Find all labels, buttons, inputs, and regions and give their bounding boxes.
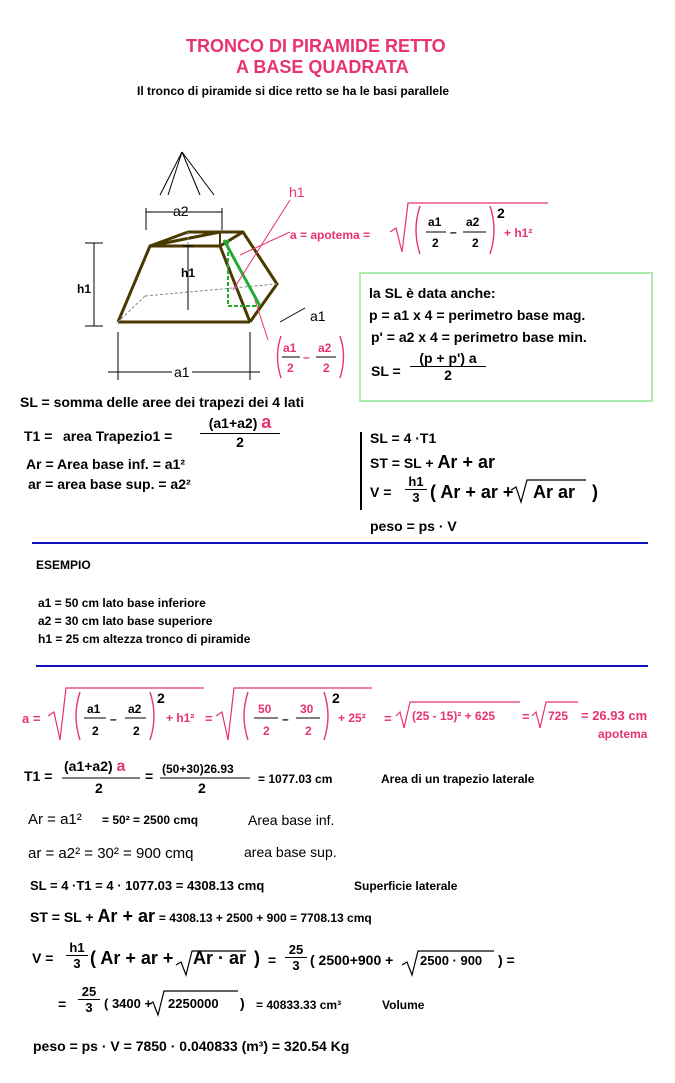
calc-v-den2: 3 bbox=[292, 958, 300, 973]
calc-t1-left: T1 = bbox=[24, 768, 53, 784]
calc-eq2: = bbox=[384, 711, 392, 726]
green-box-sl-left: SL = bbox=[371, 363, 401, 379]
calc-v-paren2: ( 2500+900 + bbox=[310, 952, 394, 968]
calc-sl-note: Superficie laterale bbox=[354, 879, 458, 893]
t1-den: 2 bbox=[236, 434, 244, 450]
label-a1-right: a1 bbox=[310, 308, 326, 324]
esempio-line1: a1 = 50 cm lato base inferiore bbox=[38, 596, 206, 610]
calc-t1-num: (a1+a2) a bbox=[64, 758, 126, 775]
calc-n50: 50 bbox=[258, 702, 272, 716]
calc-sl: SL = 4 ·T1 = 4 · 1077.03 = 4308.13 cmq bbox=[30, 878, 265, 893]
calc-v2-root: 2250000 bbox=[168, 996, 219, 1011]
calc-frac-2d: 2 bbox=[305, 724, 312, 738]
diag-frac-a1: a1 bbox=[283, 341, 297, 355]
calc-t1-den: 2 bbox=[95, 780, 103, 796]
calc-root4: 725 bbox=[548, 709, 569, 723]
esempio-line2: a2 = 30 cm lato base superiore bbox=[38, 614, 213, 628]
t1-num: (a1+a2) bbox=[208, 415, 258, 431]
apotema-frac-a1: a1 bbox=[428, 215, 442, 229]
label-a1-bottom: a1 bbox=[174, 364, 190, 380]
label-a2: a2 bbox=[173, 203, 189, 219]
calc-v2-close: ) bbox=[240, 995, 245, 1011]
calc-t1-num2: (50+30)26.93 bbox=[162, 762, 234, 776]
t1-frac bbox=[200, 412, 280, 450]
calc-v2-frac bbox=[78, 984, 100, 1015]
calc-v-num2: 25 bbox=[285, 942, 307, 958]
calc-ar-note: Area base inf. bbox=[248, 812, 335, 828]
calc-eq1: = bbox=[205, 711, 213, 726]
apotema-frac-2b: 2 bbox=[472, 236, 479, 250]
diag-frac-2a: 2 bbox=[287, 361, 294, 375]
ar-small-formula: ar = area base sup. = a2² bbox=[28, 476, 191, 492]
calc-ar2: ar = a2² = 30² = 900 cmq bbox=[28, 845, 194, 862]
page-title-line2: A BASE QUADRATA bbox=[236, 57, 409, 77]
calc-v2-num: 25 bbox=[78, 984, 100, 1000]
v-close: ) bbox=[592, 482, 598, 502]
calc-frac-a2: a2 bbox=[128, 702, 142, 716]
calc-t1-eq: = bbox=[145, 768, 154, 784]
calc-v2-paren: ( 3400 + bbox=[104, 996, 153, 1011]
diag-frac-a2: a2 bbox=[318, 341, 332, 355]
v-frac bbox=[405, 474, 427, 505]
calc-plus-h1sq: + h1² bbox=[166, 711, 195, 725]
v-equation-left: V = bbox=[370, 484, 392, 500]
v-paren: ( Ar + ar + bbox=[430, 482, 514, 502]
calc-st: ST = SL + Ar + ar = 4308.13 + 2500 + 900 = 7708.13 cmq bbox=[30, 906, 372, 926]
calc-plus25: + 25² bbox=[338, 711, 366, 725]
calc-st-c: = 4308.13 + 2500 + 900 = 7708.13 cmq bbox=[158, 911, 372, 925]
calc-v-eq: = bbox=[268, 952, 277, 968]
label-h1-left: h1 bbox=[77, 282, 92, 296]
v-root: Ar ar bbox=[533, 482, 576, 502]
calc-sq2: 2 bbox=[332, 690, 340, 706]
peso-formula: peso = ps · V bbox=[370, 518, 457, 534]
calc-root3: (25 - 15)² + 625 bbox=[412, 709, 496, 723]
calc-t1-note: Area di un trapezio laterale bbox=[381, 772, 535, 786]
diag-frac-2b: 2 bbox=[323, 361, 330, 375]
calc-ar-a: Ar = a1² bbox=[28, 811, 82, 828]
calc-frac-a1: a1 bbox=[87, 702, 101, 716]
calc-v-den: 3 bbox=[73, 956, 81, 971]
label-h1-pink: h1 bbox=[289, 184, 305, 200]
page-title: TRONCO DI PIRAMIDE RETTO bbox=[186, 36, 446, 56]
calc-apotema: apotema bbox=[598, 727, 648, 741]
calc-frac-2c: 2 bbox=[263, 724, 270, 738]
calc-ar2-note: area base sup. bbox=[244, 844, 337, 860]
page-subtitle: Il tronco di piramide si dice retto se ha le basi parallele bbox=[137, 84, 450, 98]
green-box-sl-frac bbox=[410, 350, 486, 383]
calc-v-close2: ) = bbox=[498, 952, 515, 968]
calc-v2-eq: = bbox=[58, 996, 67, 1012]
calc-v-num: h1 bbox=[66, 940, 88, 956]
calc-t1-den2: 2 bbox=[198, 780, 206, 796]
green-box-sl-den: 2 bbox=[444, 367, 452, 383]
calc-result: = 26.93 cm bbox=[581, 708, 648, 723]
calc-t1-num-a: a bbox=[116, 758, 126, 775]
calc-frac-2b: 2 bbox=[133, 724, 140, 738]
calc-v-root: Ar · ar bbox=[193, 948, 247, 968]
t1-label: T1 = bbox=[24, 428, 53, 444]
label-h1-inner: h1 bbox=[181, 266, 196, 280]
calc-minus1: – bbox=[110, 712, 117, 726]
esempio-heading: ESEMPIO bbox=[36, 558, 91, 572]
calc-v2-den: 3 bbox=[85, 1000, 93, 1015]
t1-text: area Trapezio1 = bbox=[63, 428, 173, 444]
st-equation-a: ST = SL + Ar + ar bbox=[370, 452, 495, 472]
calc-st-b: Ar + ar bbox=[97, 906, 155, 926]
v-num: h1 bbox=[405, 474, 427, 490]
calc-v-paren: ( Ar + ar + bbox=[90, 948, 174, 968]
apotema-frac-a2: a2 bbox=[466, 215, 480, 229]
green-box-sl-num: (p + p') a bbox=[410, 350, 486, 367]
v-den: 3 bbox=[412, 490, 420, 505]
esempio-line3: h1 = 25 cm altezza tronco di piramide bbox=[38, 632, 251, 646]
sl-equation: SL = 4 ·T1 bbox=[370, 430, 437, 446]
apotema-square: 2 bbox=[497, 205, 505, 221]
calc-t1-result: = 1077.03 cm bbox=[258, 772, 333, 786]
calc-v-frac2 bbox=[285, 942, 307, 973]
green-box-line3: p' = a2 x 4 = perimetro base min. bbox=[371, 329, 587, 345]
calc-v2-result: = 40833.33 cm³ bbox=[256, 998, 342, 1012]
calc-sq1: 2 bbox=[157, 690, 165, 706]
sl-definition: SL = somma delle aree dei trapezi dei 4 lati bbox=[20, 394, 305, 410]
calc-peso: peso = ps · V = 7850 · 0.040833 (m³) = 320.54 Kg bbox=[33, 1038, 350, 1054]
calc-minus2: – bbox=[282, 712, 289, 726]
diag-minus: – bbox=[303, 350, 310, 364]
calc-v-left: V = bbox=[32, 950, 54, 966]
calc-v-frac bbox=[66, 940, 88, 971]
ar-formula: Ar = Area base inf. = a1² bbox=[26, 456, 185, 472]
calc-ar-b: = 50² = 2500 cmq bbox=[102, 813, 199, 827]
calc-v2-note: Volume bbox=[382, 998, 425, 1012]
apotema-frac-2a: 2 bbox=[432, 236, 439, 250]
calc-v-close: ) bbox=[254, 948, 260, 968]
calc-n30: 30 bbox=[300, 702, 314, 716]
green-box-line1: la SL è data anche: bbox=[369, 285, 496, 301]
apotema-label: a = apotema = bbox=[290, 228, 371, 242]
calc-a-left: a = bbox=[22, 711, 41, 726]
st-equation-b: Ar + ar bbox=[437, 452, 495, 472]
apotema-plus-h1sq: + h1² bbox=[504, 226, 533, 240]
calc-v-root2: 2500 · 900 bbox=[420, 953, 483, 968]
apotema-minus: – bbox=[450, 225, 457, 239]
t1-num-a: a bbox=[261, 412, 272, 432]
green-box-line2: p = a1 x 4 = perimetro base mag. bbox=[369, 307, 586, 323]
calc-eq3: = bbox=[522, 709, 530, 724]
calc-frac-2a: 2 bbox=[92, 724, 99, 738]
